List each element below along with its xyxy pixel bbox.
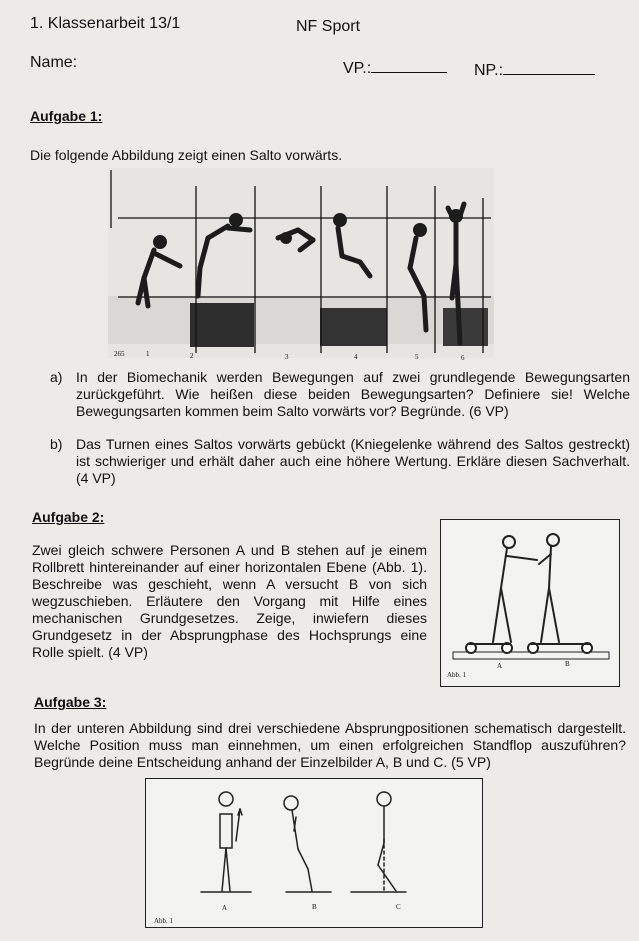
np-blank xyxy=(503,74,595,75)
name-label: Name: xyxy=(30,54,78,71)
task3-heading: Aufgabe 3: xyxy=(34,694,107,710)
person-a-label: A xyxy=(497,662,503,670)
task1b-label: b) xyxy=(50,436,63,452)
frame-label: 6 xyxy=(461,354,465,362)
frame-label: 1 xyxy=(146,350,150,358)
vp-field xyxy=(343,60,447,78)
vp-label: VP.: xyxy=(343,60,372,77)
task1-intro: Die folgende Abbildung zeigt einen Salto vorwärts. xyxy=(30,147,343,163)
exam-title: 1. Klassenarbeit 13/1 xyxy=(30,15,181,32)
absprung-caption: Abb. 1 xyxy=(154,917,174,925)
frame-label: 2 xyxy=(190,352,194,360)
frame-label: 4 xyxy=(354,353,358,361)
position-c-label: C xyxy=(396,903,401,911)
frame-label: 5 xyxy=(415,353,419,361)
frame-label: 3 xyxy=(285,353,289,361)
person-b-label: B xyxy=(565,660,570,668)
rollbrett-caption: Abb. 1 xyxy=(447,671,467,679)
task3-text: In der unteren Abbildung sind drei verschiedene Absprungpositionen schematisch dargestellt. Welche Position muss man einnehmen, um einen erfolgreichen Standflop auszuführen? Begründe deine Entscheidung anhand der Einzelbilder A, B und C. (5 VP) xyxy=(34,720,626,770)
subject-label: NF Sport xyxy=(296,18,361,35)
position-a-label: A xyxy=(222,904,228,912)
task2-text: Zwei gleich schwere Personen A und B stehen auf je einem Rollbrett hintereinander auf einer horizontalen Ebene (Abb. 1). Beschreibe was geschieht, wenn A versucht B von sich wegzuschieben. Erläutere den Vorgang mit Hilfe eines mechanischen Grundgesetzes. Zeige, inwiefern dieses Grundgesetz in der Absprungphase des Hochsprungs eine Rolle spielt. (4 VP) xyxy=(32,542,427,660)
position-b-label: B xyxy=(312,903,317,911)
salto-figure-number: 265 xyxy=(114,350,125,358)
vp-blank xyxy=(371,72,447,73)
salto-sequence-illustration xyxy=(108,168,494,358)
task1a-text: In der Biomechanik werden Bewegungen auf zwei grundlegende Bewegungsarten zurückgeführt. Wie heißen diese beiden Bewegungsarten? Definiere sie! Welche Bewegungsarten kommen beim Salto vorwärts vor? Begründe. (6 VP) xyxy=(76,369,630,419)
rollbrett-illustration xyxy=(441,520,619,686)
task2-heading: Aufgabe 2: xyxy=(32,509,105,525)
np-label: NP.: xyxy=(474,62,504,79)
task1-heading: Aufgabe 1: xyxy=(30,108,103,124)
task1a-label: a) xyxy=(50,369,63,385)
np-field xyxy=(474,62,595,80)
salto-figure xyxy=(108,168,494,358)
task1b-text: Das Turnen eines Saltos vorwärts gebückt (Kniegelenke während des Saltos gestreckt) ist schwieriger und erhält daher auch eine höhere Wertung. Erkläre diesen Sachverhalt. (4 VP) xyxy=(76,436,630,486)
rollbrett-figure xyxy=(440,519,620,687)
